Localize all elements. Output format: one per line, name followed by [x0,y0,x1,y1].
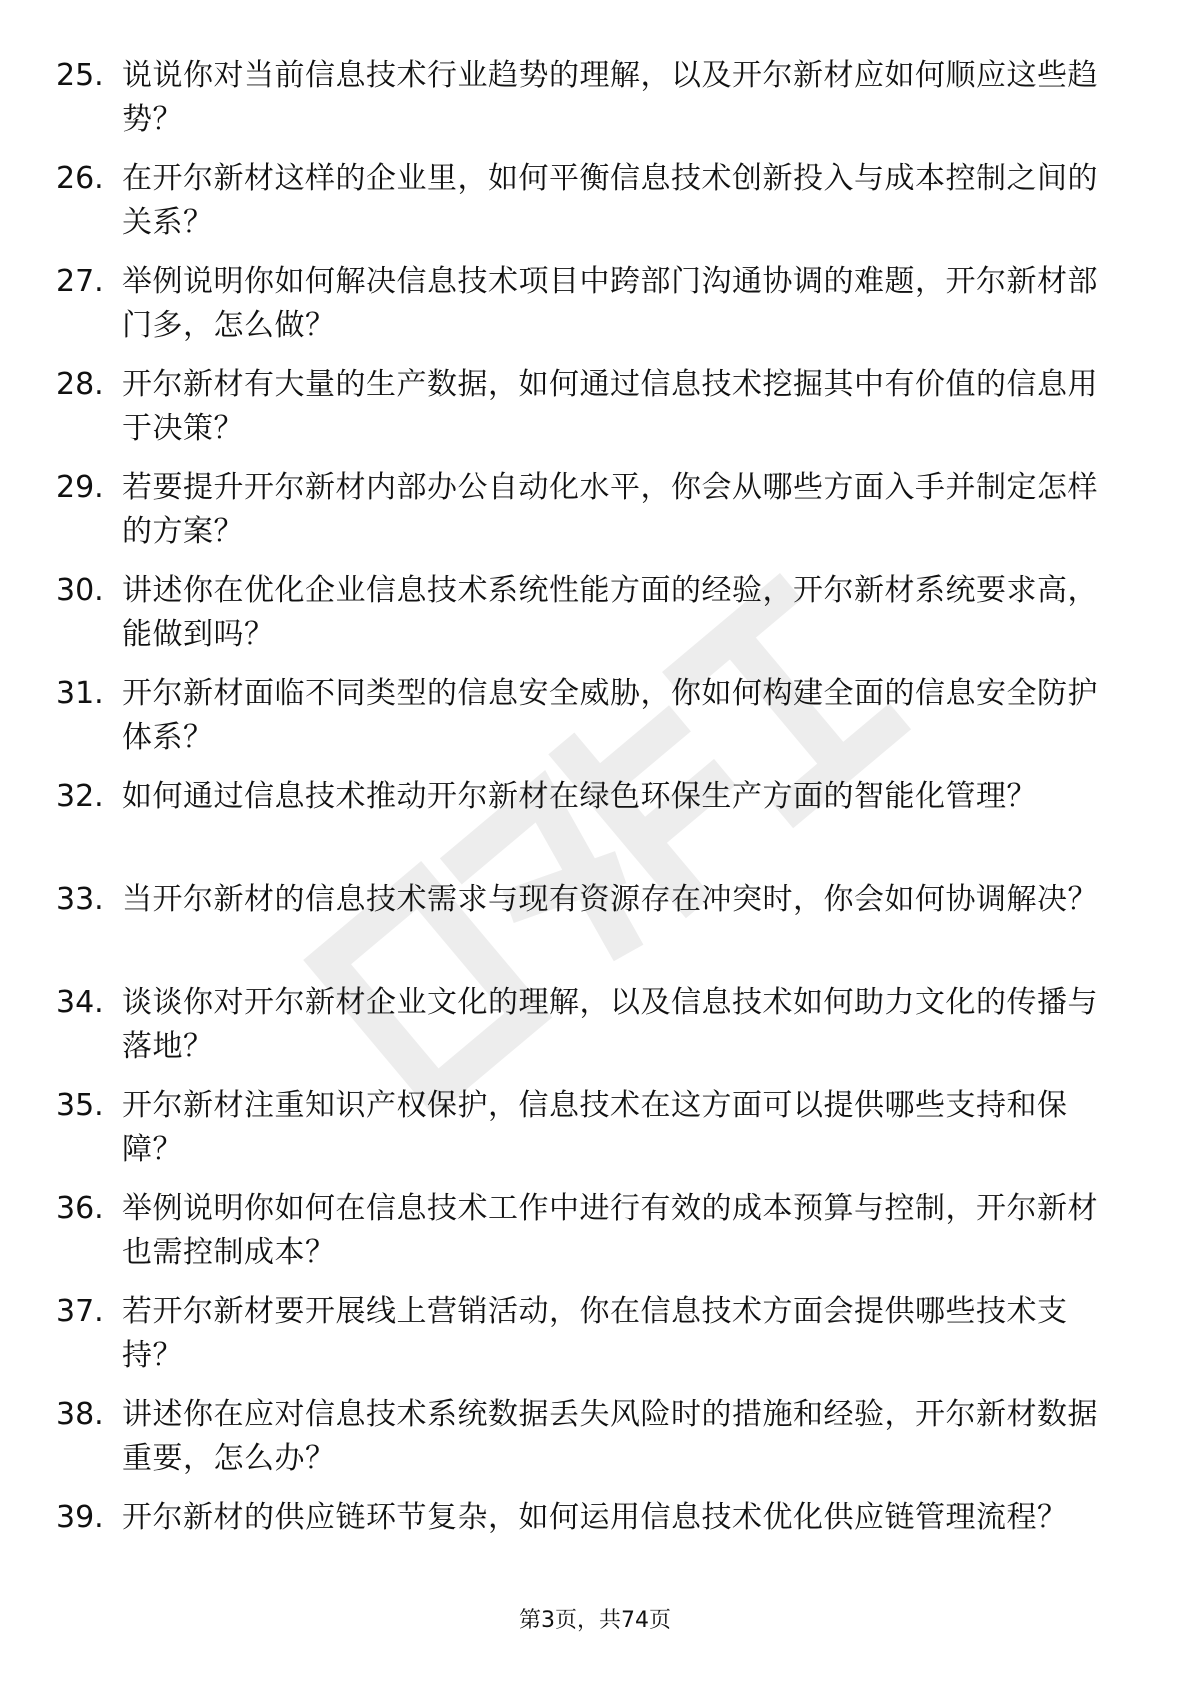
question-number: 37. [56,1294,104,1329]
question-text: 举例说明你如何解决信息技术项目中跨部门沟通协调的难题，开尔新材部门多，怎么做？ [122,264,1098,343]
question-number: 36. [56,1191,104,1226]
question-item [56,466,1116,569]
question-text: 开尔新材面临不同类型的信息安全威胁，你如何构建全面的信息安全防护体系？ [122,676,1098,755]
question-number: 33. [56,882,104,917]
question-number: 28. [56,367,104,402]
question-text: 开尔新材的供应链环节复杂，如何运用信息技术优化供应链管理流程？ [122,1500,1068,1535]
question-text: 谈谈你对开尔新材企业文化的理解，以及信息技术如何助力文化的传播与落地？ [122,985,1098,1064]
page-number-footer: 第3页，共74页 [519,1608,671,1633]
question-item [56,260,1116,363]
question-text: 开尔新材注重知识产权保护，信息技术在这方面可以提供哪些支持和保障？ [122,1088,1068,1167]
question-number: 34. [56,985,104,1020]
question-text: 说说你对当前信息技术行业趋势的理解，以及开尔新材应如何顺应这些趋势？ [122,58,1098,137]
question-item [56,1084,1116,1187]
question-text: 在开尔新材这样的企业里，如何平衡信息技术创新投入与成本控制之间的关系？ [122,161,1098,240]
question-text: 当开尔新材的信息技术需求与现有资源存在冲突时，你会如何协调解决？ [122,882,1098,917]
question-list [56,54,1116,1599]
question-item [56,981,1116,1084]
question-item [56,157,1116,260]
question-text: 讲述你在优化企业信息技术系统性能方面的经验，开尔新材系统要求高，能做到吗？ [122,573,1098,652]
question-number: 26. [56,161,104,196]
question-text: 开尔新材有大量的生产数据，如何通过信息技术挖掘其中有价值的信息用于决策？ [122,367,1098,446]
question-item [56,1393,1116,1496]
question-number: 30. [56,573,104,608]
question-number: 39. [56,1500,104,1535]
question-number: 32. [56,779,104,814]
question-item [56,878,1116,981]
question-item [56,1496,1116,1599]
question-number: 25. [56,58,104,93]
question-item [56,569,1116,672]
question-number: 35. [56,1088,104,1123]
question-item [56,1187,1116,1290]
question-item [56,1290,1116,1393]
question-number: 27. [56,264,104,299]
question-text: 若开尔新材要开展线上营销活动，你在信息技术方面会提供哪些技术支持？ [122,1294,1068,1373]
question-number: 31. [56,676,104,711]
question-item [56,54,1116,157]
question-number: 29. [56,470,104,505]
question-item [56,672,1116,775]
question-text: 若要提升开尔新材内部办公自动化水平，你会从哪些方面入手并制定怎样的方案？ [122,470,1098,549]
question-text: 如何通过信息技术推动开尔新材在绿色环保生产方面的智能化管理？ [122,779,1037,814]
question-item [56,775,1116,878]
question-item [56,363,1116,466]
question-number: 38. [56,1397,104,1432]
question-text: 讲述你在应对信息技术系统数据丢失风险时的措施和经验，开尔新材数据重要，怎么办？ [122,1397,1098,1476]
question-text: 举例说明你如何在信息技术工作中进行有效的成本预算与控制，开尔新材也需控制成本？ [122,1191,1098,1270]
